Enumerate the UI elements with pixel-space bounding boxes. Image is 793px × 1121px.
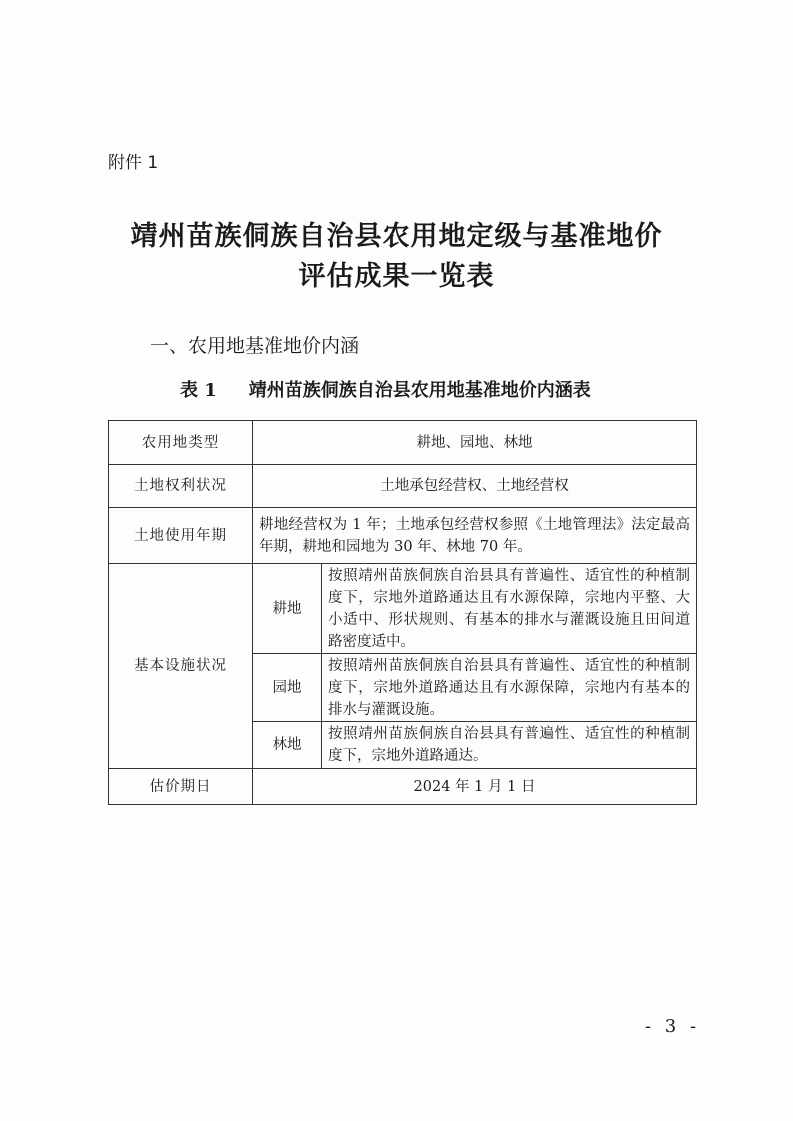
attachment-label: 附件 1 — [108, 153, 159, 173]
usage-period-value: 耕地经营权为 1 年；土地承包经营权参照《土地管理法》法定最高年期，耕地和园地为 30 年、林地 70 年。 — [253, 508, 697, 564]
table-caption-title: 靖州苗族侗族自治县农用地基准地价内涵表 — [248, 380, 591, 401]
infrastructure-type-cultivated: 耕地 — [253, 564, 322, 654]
valuation-date-label: 估价期日 — [109, 769, 253, 805]
land-type-label: 农用地类型 — [109, 421, 253, 465]
table-caption — [180, 376, 591, 402]
infrastructure-label: 基本设施状况 — [109, 564, 253, 769]
infrastructure-desc-cultivated: 按照靖州苗族侗族自治县具有普遍性、适宜性的种植制度下，宗地外道路通达且有水源保障，宗地内平整、大小适中、形状规则、有基本的排水与灌溉设施且田间道路密度适中。 — [322, 564, 697, 654]
table-row-valuation-date — [109, 769, 697, 805]
infrastructure-type-forest: 林地 — [253, 722, 322, 769]
table-row-land-type — [109, 421, 697, 465]
document-title-line1: 靖州苗族侗族自治县农用地定级与基准地价 — [130, 221, 663, 252]
table-caption-number: 表 1 — [180, 380, 217, 401]
land-rights-value: 土地承包经营权、土地经营权 — [253, 465, 697, 508]
table-row-infrastructure-cultivated — [109, 564, 697, 654]
infrastructure-desc-garden: 按照靖州苗族侗族自治县具有普遍性、适宜性的种植制度下，宗地外道路通达且有水源保障，宗地内有基本的排水与灌溉设施。 — [322, 654, 697, 722]
land-type-value: 耕地、园地、林地 — [253, 421, 697, 465]
land-rights-label: 土地权利状况 — [109, 465, 253, 508]
section-heading: 一、农用地基准地价内涵 — [150, 335, 360, 357]
table-row-usage-period — [109, 508, 697, 564]
infrastructure-type-garden: 园地 — [253, 654, 322, 722]
page-number: - 3 - — [645, 1016, 701, 1037]
infrastructure-desc-forest: 按照靖州苗族侗族自治县具有普遍性、适宜性的种植制度下，宗地外道路通达。 — [322, 722, 697, 769]
land-price-connotation-table — [108, 420, 697, 805]
document-title-line2: 评估成果一览表 — [298, 261, 495, 292]
valuation-date-value: 2024 年 1 月 1 日 — [253, 769, 697, 805]
table-row-land-rights — [109, 465, 697, 508]
usage-period-label: 土地使用年期 — [109, 508, 253, 564]
